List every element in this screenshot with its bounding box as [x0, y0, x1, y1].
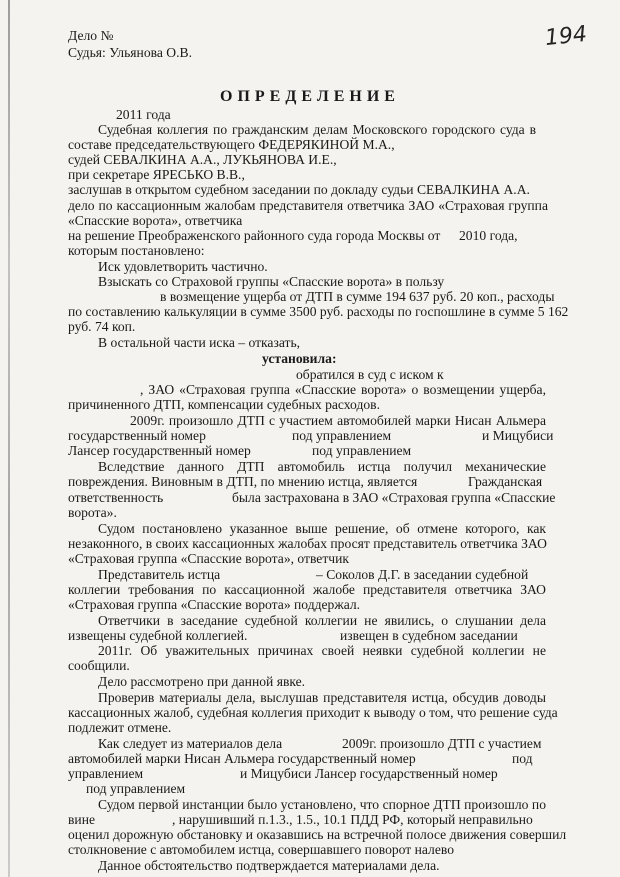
text-line: была застрахована в ЗАО «Страховая группа «Спасские [232, 490, 556, 505]
text-line: под [512, 751, 533, 766]
text-line: оценил дорожную обстановку и оказавшись на встречной полосе движения совершил [68, 827, 567, 842]
handwritten-page-number: 194 [543, 21, 589, 52]
text-line: Проверив материалы дела, выслушав представителя истца, обсудив доводы [98, 690, 546, 705]
text-line: государственный номер [68, 428, 206, 443]
text-line: Судом первой инстанции было установлено, что спорное ДТП произошло по [98, 797, 546, 812]
text-line: Иск удовлетворить частично. [98, 259, 268, 274]
text-line: , нарушивший п.1.3., 1.5., 10.1 ПДД РФ, который неправильно [172, 812, 533, 827]
text-line: при секретаре ЯРЕСЬКО В.В., [68, 167, 245, 182]
text-line: дело по кассационным жалобам представителя ответчика ЗАО «Страховая группа [68, 198, 548, 213]
text-line: и Мицубиси Лансер государственный номер [240, 766, 498, 781]
text-line: подлежит отмене. [68, 720, 172, 735]
text-line: Как следует из материалов дела [98, 736, 283, 751]
text-line: которым постановлено: [68, 243, 205, 258]
text-line: Вследствие данного ДТП автомобиль истца получил механические [98, 459, 546, 474]
text-line: ворота». [68, 505, 117, 520]
text-line: под управлением [312, 443, 412, 458]
text-line: 2009г. произошло ДТП с участием автомобилей марки Нисан Альмера [130, 413, 546, 428]
date-line: 2011 года [116, 107, 171, 122]
text-line: столкновение с автомобилем истца, совершавшего поворот налево [68, 842, 455, 857]
text-line: под управлением [86, 781, 186, 796]
text-line: «Страховая группа «Спасские ворота» поддержал. [68, 597, 361, 612]
text-line: ответственность [68, 490, 164, 505]
text-line: причиненного ДТП, компенсации судебных расходов. [68, 397, 380, 412]
text-line: Представитель истца [98, 567, 221, 582]
text-line: «Страховая группа «Спасские ворота», ответчик [68, 551, 350, 566]
text-line: Судом постановлено указанное выше решение, об отмене которого, как [98, 521, 546, 536]
text-line: составе председательствующего ФЕДЕРЯКИНОЙ М.А., [68, 137, 395, 152]
text-line: Дело рассмотрено при данной явке. [98, 674, 306, 689]
scan-edge [8, 0, 10, 877]
text-line: 2011г. Об уважительных причинах своей неявки судебной коллегии не [98, 643, 546, 658]
text-line: Гражданская [468, 474, 543, 489]
section-heading: установила: [262, 351, 337, 366]
text-line: извещены судебной коллегией. [68, 628, 248, 643]
text-line: по составлению калькуляции в сумме 3500 руб. расходы по госпошлине в сумме 5 162 [68, 304, 569, 319]
text-line: на решение Преображенского районного суда города Москвы от [68, 228, 441, 243]
text-line: управлением [68, 766, 144, 781]
text-line: вине [68, 812, 96, 827]
text-line: , ЗАО «Страховая группа «Спасские ворота» о возмещении ущерба, [140, 382, 546, 397]
text-line: кассационных жалоб, судебная коллегия приходит к выводу о том, что решение суда [68, 705, 558, 720]
text-line: заслушав в открытом судебном заседании по докладу судьи СЕВАЛКИНА А.А. [68, 182, 530, 197]
case-number-label: Дело № [68, 28, 114, 43]
text-line: Взыскать со Страховой группы «Спасские ворота» в пользу [98, 274, 445, 289]
text-line: незаконного, в своих кассационных жалобах просят представитель ответчика ЗАО [68, 536, 547, 551]
text-line: Лансер государственный номер [68, 443, 251, 458]
text-line: Ответчики в заседание судебной коллегии не явились, о слушании дела [98, 613, 546, 628]
document-title: ОПРЕДЕЛЕНИЕ [220, 88, 400, 105]
text-line: В остальной части иска – отказать, [98, 335, 301, 350]
text-line: в возмещение ущерба от ДТП в сумме 194 637 руб. 20 коп., расходы [160, 289, 555, 304]
text-line: обратился в суд с иском к [296, 367, 444, 382]
text-line: 2009г. произошло ДТП с участием [342, 736, 542, 751]
text-line: под управлением [292, 428, 392, 443]
text-line: сообщили. [68, 658, 130, 673]
text-line: «Спасские ворота», ответчика [68, 213, 243, 228]
text-line: повреждения. Виновным в ДТП, по мнению истца, является [68, 474, 418, 489]
text-line: 2010 года, [459, 228, 518, 243]
text-line: – Соколов Д.Г. в заседании судебной [316, 567, 529, 582]
text-line: Данное обстоятельство подтверждается материалами дела. [98, 858, 440, 873]
text-line: Судебная коллегия по гражданским делам Московского городского суда в [98, 122, 536, 137]
text-line: коллегии требования по кассационной жалобе представителя ответчика ЗАО [68, 582, 546, 597]
text-line: судей СЕВАЛКИНА А.А., ЛУКЬЯНОВА И.Е., [68, 152, 337, 167]
text-line: и Мицубиси [482, 428, 554, 443]
text-line: извещен в судебном заседании [340, 628, 518, 643]
text-line: руб. 74 коп. [68, 319, 136, 334]
text-line: автомобилей марки Нисан Альмера государственный номер [68, 751, 416, 766]
judge-line: Судья: Ульянова О.В. [68, 45, 192, 60]
